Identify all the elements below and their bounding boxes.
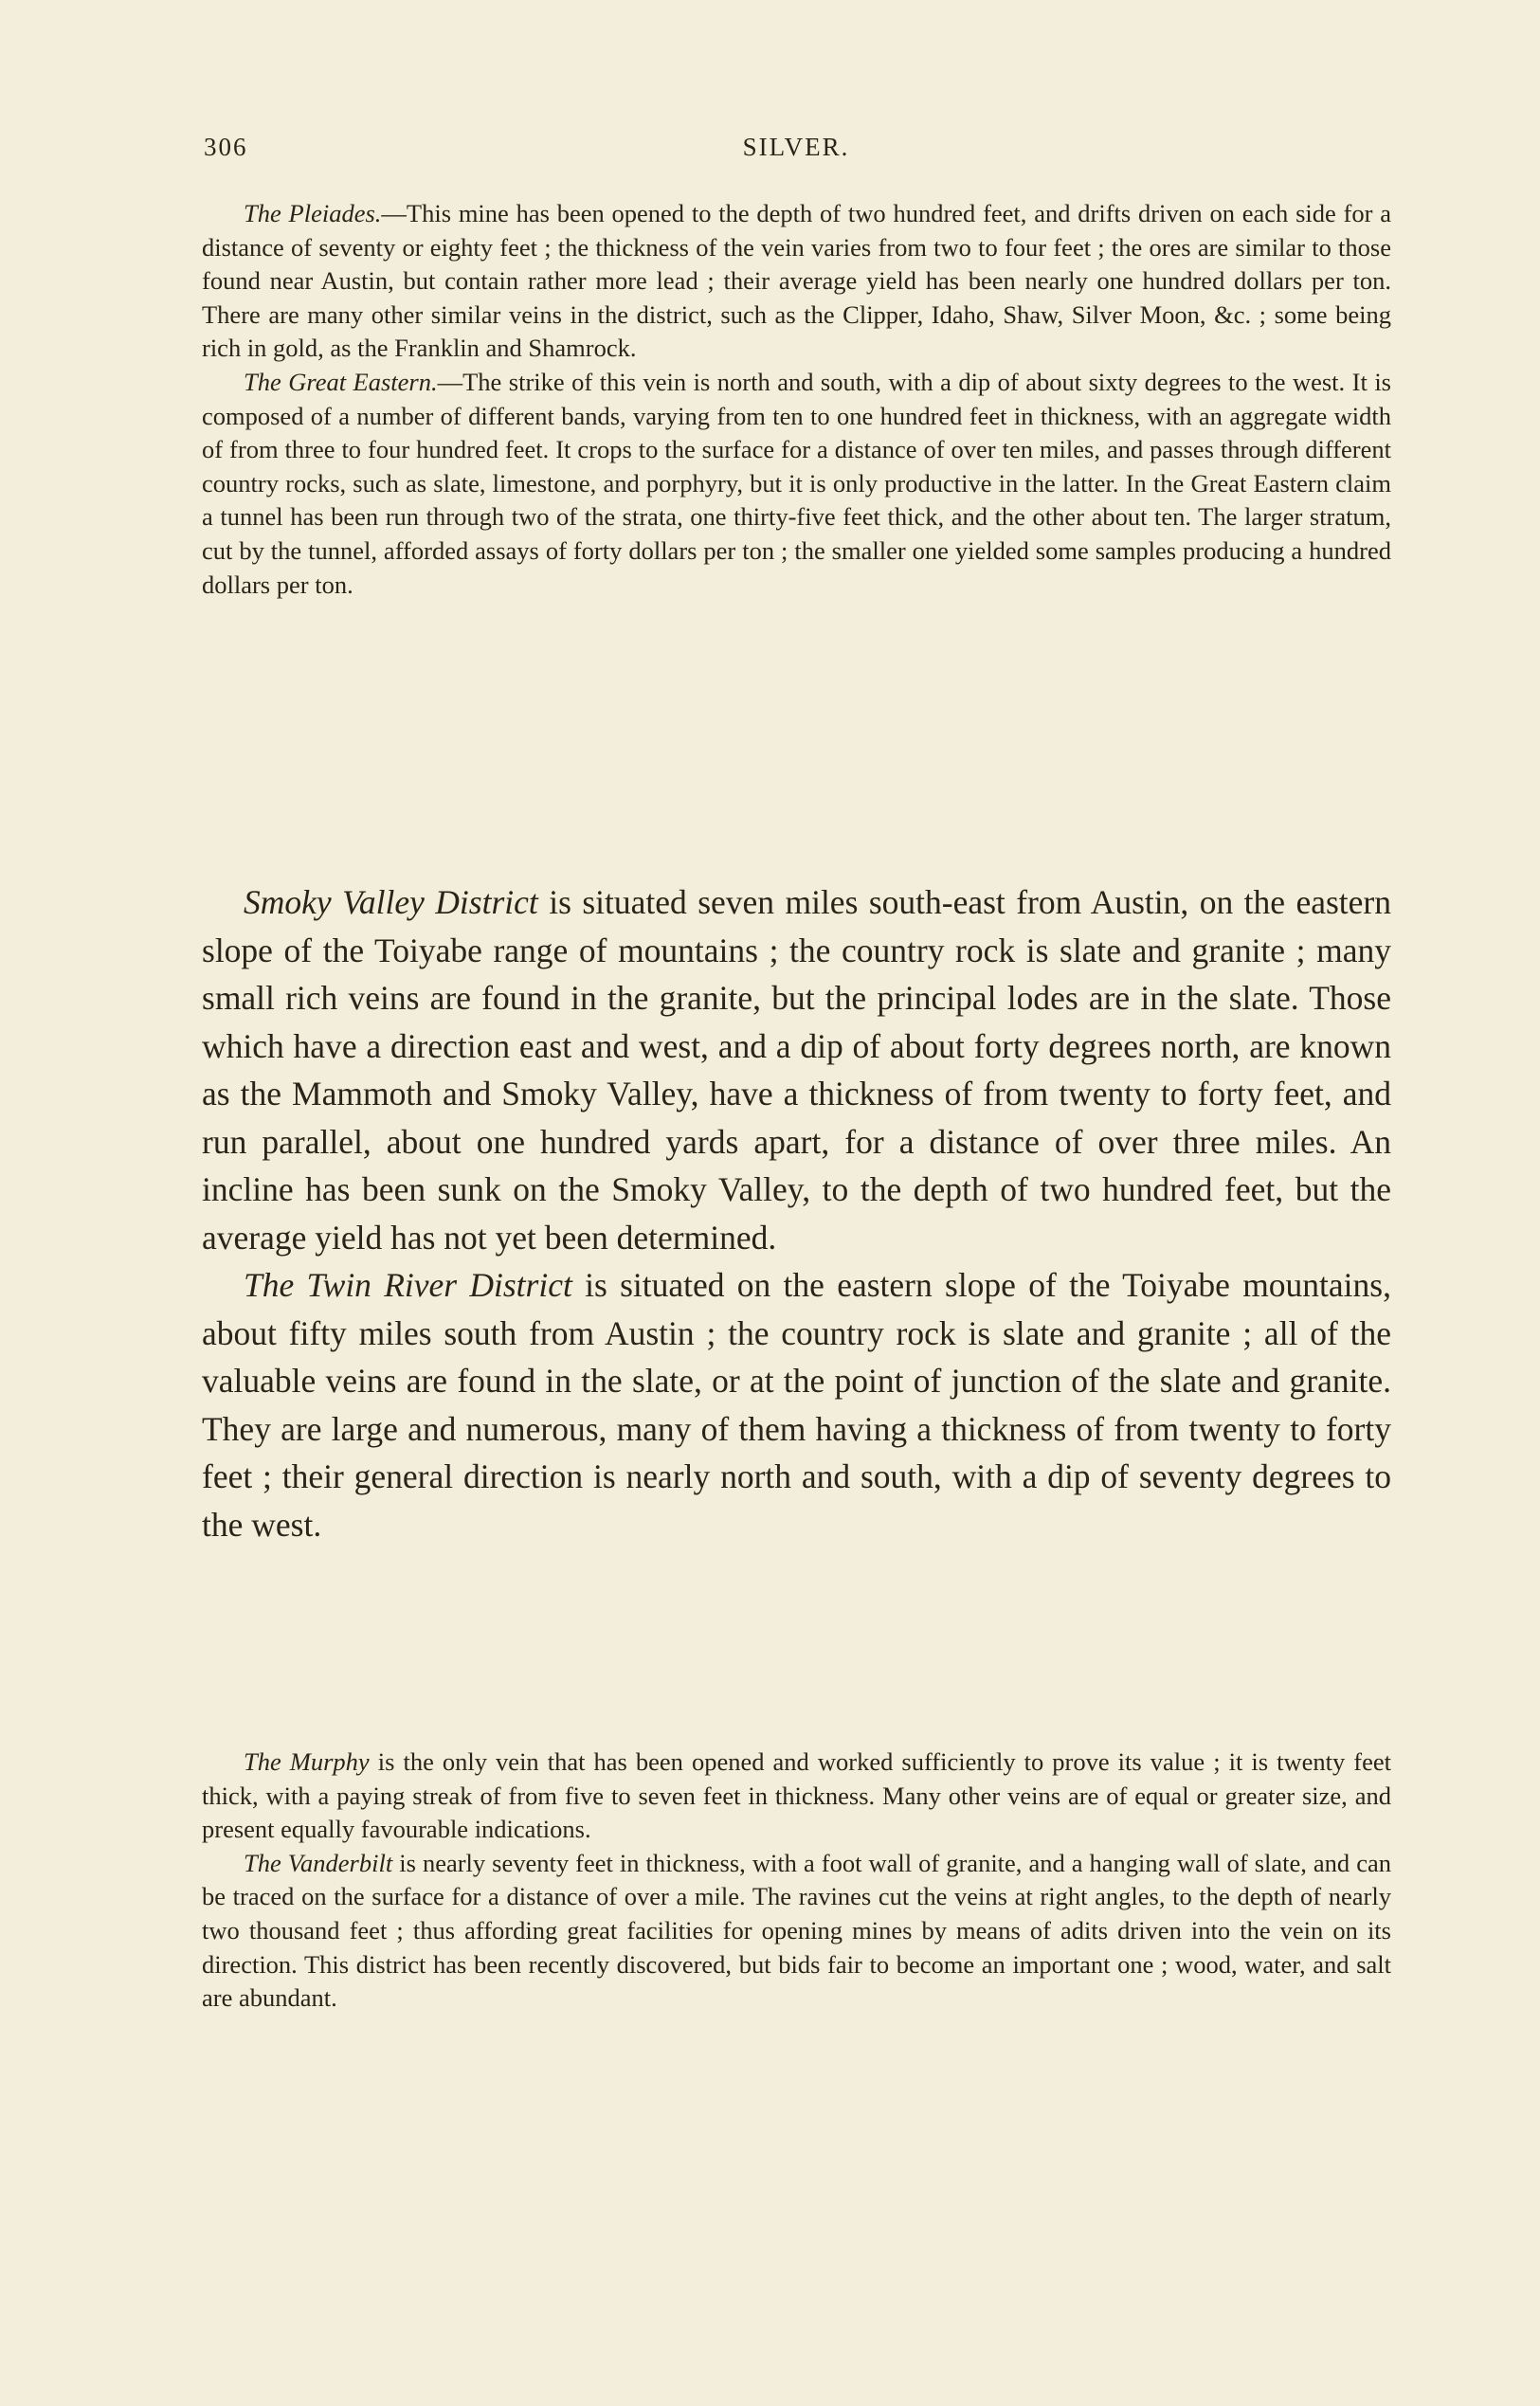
paragraph-text: is situated seven miles south-east from Austin, on the eastern slope of the Toiyabe range of mountains ; the country rock is slate and granite ; many small rich veins are found in the granite, but the principal lodes are in the slate. Those which have a direction east and west, and a dip of about forty degrees north, are known as the Mammoth and Smoky Valley, have a thickness of from twenty to forty feet, and run parallel, about one hundred yards apart, for a distance of over three miles. An incline has been sunk on the Smoky Valley, to the depth of two hundred feet, but the average yield has not yet been determined.: [202, 883, 1391, 1257]
paragraph-text: is nearly seventy feet in thickness, with a foot wall of granite, and a hanging wall of slate, and can be traced on the surface for a distance of over a mile. The ravines cut the veins at right angles, to the depth of nearly two thousand feet ; thus affording great facilities for opening mines by means of adits driven into the vein on its direction. This district has been recently discovered, but bids fair to become an important one ; wood, water, and salt are abundant.: [202, 1848, 1391, 2013]
paragraph-pleiades: [202, 197, 1391, 366]
paragraph-lead: The Twin River District: [244, 1266, 572, 1304]
paragraph-text: is situated on the eastern slope of the Toiyabe mountains, about fifty miles south from Austin ; the country rock is slate and granite ; all of the valuable veins are found in the slate, or at the point of junction of the slate and granite. They are large and numerous, many of them having a thickness of from twenty to forty feet ; their general direction is nearly north and south, with a dip of seventy degrees to the west.: [202, 1266, 1391, 1544]
paragraph-lead: The Pleiades.: [244, 199, 382, 227]
page-header: [204, 133, 1388, 171]
paragraph-smoky-valley: [202, 878, 1391, 1261]
section-twin-river-mines: [202, 1746, 1391, 2016]
paragraph-lead: Smoky Valley District: [244, 883, 538, 921]
paragraph-lead: The Murphy: [244, 1747, 370, 1776]
running-title: SILVER.: [742, 133, 850, 161]
paragraph-great-eastern: [202, 366, 1391, 602]
section-mine-descriptions: [202, 197, 1391, 602]
paragraph-vanderbilt: [202, 1847, 1391, 2016]
paragraph-text: —The strike of this vein is north and south, with a dip of about sixty degrees to the west. It is composed of a number of different bands, varying from ten to one hundred feet in thickness, with an aggregate width of from three to four hundred feet. It crops to the surface for a distance of over ten miles, and passes through different country rocks, such as slate, limestone, and porphyry, but it is only productive in the latter. In the Great Eastern claim a tunnel has been run through two of the strata, one thirty-five feet thick, and the other about ten. The larger stratum, cut by the tunnel, afforded assays of forty dollars per ton ; the smaller one yielded some samples producing a hundred dollars per ton.: [202, 367, 1391, 599]
paragraph-text: —This mine has been opened to the depth of two hundred feet, and drifts driven on each side for a distance of seventy or eighty feet ; the thickness of the vein varies from two to four feet ; the ores are similar to those found near Austin, but contain rather more lead ; their average yield has been nearly one hundred dollars per ton. There are many other similar veins in the district, such as the Clipper, Idaho, Shaw, Silver Moon, &c. ; some being rich in gold, as the Franklin and Shamrock.: [202, 199, 1391, 363]
paragraph-lead: The Great Eastern.: [244, 367, 438, 396]
paragraph-text: is the only vein that has been opened and worked sufficiently to prove its value ; it is twenty feet thick, with a paying streak of from five to seven feet in thickness. Many other veins are of equal or greater size, and present equally favourable indications.: [202, 1747, 1391, 1844]
paragraph-murphy: [202, 1746, 1391, 1847]
paragraph-lead: The Vanderbilt: [244, 1848, 393, 1877]
page-number: 306: [204, 133, 248, 161]
paragraph-twin-river: [202, 1261, 1391, 1548]
section-districts: [202, 878, 1391, 1548]
